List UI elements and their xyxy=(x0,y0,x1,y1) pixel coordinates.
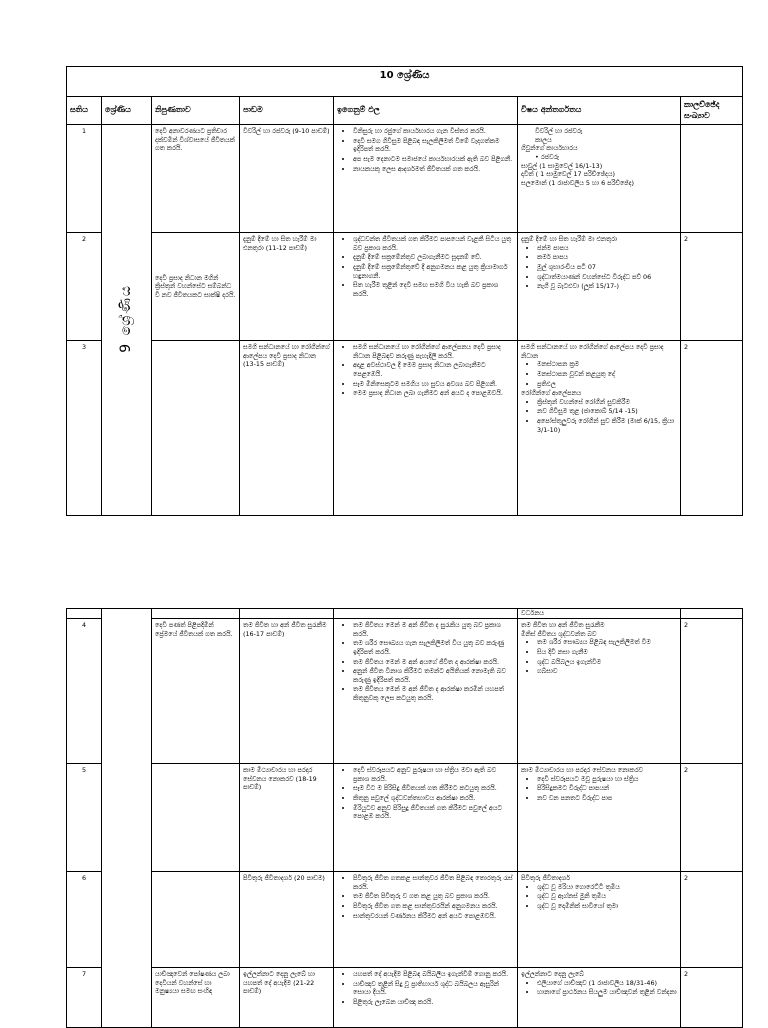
content-line: සලමොන් (1 රාජාවලිය 5 හා 6 පරිච්ඡේද) xyxy=(521,178,634,187)
empty-cell xyxy=(681,609,743,619)
periods-cell: 2 xyxy=(681,341,743,516)
table-continued xyxy=(66,608,743,1028)
periods-cell xyxy=(681,125,743,233)
table-row xyxy=(67,619,743,764)
content-line: කාම මිථ්‍යාචාරය හා පරදාර සේවනය නොකරව xyxy=(521,766,644,774)
grade-vertical-cell xyxy=(102,125,152,516)
table-row xyxy=(67,872,743,968)
lesson-cell: සමගි සන්ධානයේ හා රෝගීන්ගේ ආලේපය දෙවි ප්‍රසාද නිධාන (13-15 පාඩම්) xyxy=(240,341,334,516)
content-line: දැනුම් දීමේ හා සිත හැරීම් මා එනතුරා xyxy=(521,235,618,243)
content-line: ගිවුන්ගේ කාර්යභාරය xyxy=(521,144,578,153)
lesson-cell: තම ජීවිත හා අන් ජීවිත සුරැකීම (16-17 පාඩම්) xyxy=(240,619,334,764)
outcomes-cell xyxy=(334,233,518,341)
list-item: • දෙවි සමග ගිවිසුම පිළිබඳ සැලකිලිමත් වීමේ වැදගත්කම ඉදිරිපත් කරයි. xyxy=(353,137,514,154)
list-item: • යාච්ඤාව තුළින් සිදු වූ ප්‍රාතිහාර්ය ශුද්ධ බයිබලය ඇසුරින් සොයා දීයයි. xyxy=(353,980,514,997)
outcomes-cell xyxy=(334,872,518,968)
header-content: විෂය අන්තර්ගතය xyxy=(518,97,681,125)
content-line: ඉල්ලන්නාට දෙනු ලැබේ xyxy=(521,970,584,978)
header-week: සතිය xyxy=(67,97,102,125)
competency-cell: දෙවි ප්‍රසාද නිධාන මගින් ක්‍රිස්තුන් වහන්සේට සම්බන්ධ වී නව ජීවිතයකට සාක්ෂි දරයි. xyxy=(152,233,240,341)
header-lesson: පාඩම xyxy=(240,97,334,125)
list-item: • තම ජීවිත පිවිතුරු ව ගත කළ යුතු බව ප්‍රකාශ කරයි. xyxy=(353,892,514,901)
list-item: • ජන්ම පාපය xyxy=(537,244,677,253)
outcomes-cell xyxy=(334,341,518,516)
grade-cell-empty xyxy=(102,609,152,1028)
list-item: • නව ගිවිසුම තුළ (ජාකොබ් 5/14 -15) xyxy=(537,407,677,416)
list-item: • කර්ම පාපය xyxy=(537,253,677,262)
week-cell: 7 xyxy=(67,968,102,1028)
list-item: • යහපත් දේ අයැදීම පිළිබඳ බයිබලීය ඉගැන්වීම් ගොනු කරයි. xyxy=(353,970,514,979)
content-line: සාවුල් (1 සාමුවෙල් 16/1-13) xyxy=(521,161,603,170)
competency-cell xyxy=(152,872,240,968)
list-item: • ප්‍රතිඵල xyxy=(537,380,677,389)
list-item: • ශුද්ධ බයිබලය ඉගැන්වීම xyxy=(537,658,677,667)
header-grade: ශ්‍රේණිය xyxy=(102,97,152,125)
grade-vertical-label: 9 ශ්‍රේණිය xyxy=(118,284,135,354)
periods-cell: 2 xyxy=(681,968,743,1028)
list-item: • දැනුම් දීමේ සක්‍රමේන්තුව ලබාගැනීමට සූදානම් වේ. xyxy=(353,253,514,262)
content-cell xyxy=(518,341,681,516)
list-item: • පිරිසිදුකමට විරුද්ධ පාපයන් xyxy=(537,784,677,793)
list-item: • දැනුම් දීමේ සක්‍රමේන්තුවේ දී අනුගමනය කළ යුතු ක්‍රියාමාර්ග හඳුනාගනී. xyxy=(353,263,514,280)
competency-cell xyxy=(152,341,240,516)
list-item: • නායකයකු ලෙස ආදර්ශමත් ජීවිතයක් ගත කරයි. xyxy=(353,165,514,174)
list-item: • එලියාගේ යාච්ඤාව (1 රාජාවලිය 18/31-46) xyxy=(537,979,677,988)
content-line: විවරිල් හා රජවරු xyxy=(535,127,583,135)
table-grade-10 xyxy=(66,66,743,516)
content-line: පිවිතුරු ජීවිතාදර්ශ xyxy=(521,874,570,882)
content-line: තම ජීවිත හා අන් ජීවිත සුරැකීම xyxy=(521,621,605,629)
list-item: • තම ජීවිතය මෙන් ම අන් ජීවිත ද ආරක්ෂා කරමින් යහපත් කිතුනුවකු ලෙස කටයුතු කරයි. xyxy=(353,685,514,702)
table-row xyxy=(67,968,743,1028)
header-periods: කාලච්ඡේද සංඛ්‍යාව xyxy=(681,97,743,125)
list-item: • මූල් ශුභාරංචිය පටි 07 xyxy=(537,263,677,272)
week-cell: 4 xyxy=(67,619,102,764)
list-item: • ශුද්ධවන්ත ජීවිතයක් ගත කිරීමට පාපයෙන් වැළකී සිටිය යුතු බව ප්‍රකාශ කරයි. xyxy=(353,235,514,252)
table-row xyxy=(67,341,743,516)
list-item: • විනිසුරු හා රජුගේ කාර්යභාරය ගැන විස්තර කරයි. xyxy=(353,127,514,136)
empty-cell xyxy=(67,609,102,619)
outcomes-cell xyxy=(334,125,518,233)
lesson-cell: පිවිතුරු ජීවිතාදර්ශ (20 පාඩම) xyxy=(240,872,334,968)
list-item: • ගබ්සාව xyxy=(537,667,677,676)
list-item: • තම ජීවිතය මෙන් ම අන් ජීවිත ද සුරැකිය යුතු බව ප්‍රකාශ කරයි. xyxy=(353,621,514,638)
empty-cell xyxy=(334,609,518,619)
content-cell xyxy=(518,968,681,1028)
lesson-cell: කාම මිථ්‍යාචාරය හා පරදාර සේවනය නොකරව (18-19 පාඩම්) xyxy=(240,764,334,872)
list-item: • සිත හැරීම තුළින් දෙවි සමඟ සමගි විය හැකි බව ප්‍රකාශ කරයි. xyxy=(353,281,514,298)
lesson-cell: දැනුම් දීමේ හා සිත හැරීම් මා එනතුරා (11-12 පාඩම්) xyxy=(240,233,334,341)
lesson-cell: ඉල්ලන්නාට දෙනු ලැබේ හා යහපත් දේ අයැදීම (21-22 පාඩම්) xyxy=(240,968,334,1028)
list-item: • නැගී වූ බැටළුවා (ලූක් 15/17-) xyxy=(537,282,677,291)
content-cell xyxy=(518,764,681,872)
list-item: • ක්‍රිස්තුන් වහන්සේ රෝගීන් සුවකිරීම xyxy=(537,398,677,407)
list-item: • පිවිතුරු ජීවිත ගත කළ සාන්තුවරයින් අනුගමනය කරයි. xyxy=(353,902,514,911)
outcomes-cell xyxy=(334,968,518,1028)
content-line: • රජවරු xyxy=(535,152,559,161)
week-cell: 2 xyxy=(67,233,102,341)
outcomes-cell xyxy=(334,619,518,764)
lesson-cell: විවරිල් හා රජවරු (9-10 පාඩම්) xyxy=(240,125,334,233)
list-item: • සමගි සන්ධානයේ හා රෝගීන්ගේ ආලේපනය දෙවි ප්‍රසාද නිධාන පිළිබඳව කරුණු පැහැදිලි කරයි. xyxy=(353,343,514,360)
week-cell: 3 xyxy=(67,341,102,516)
list-item: • සාන්තුවරයන් වර්ණනය කිරීමට අන් අයට පොළඹවයි. xyxy=(353,912,514,921)
content-cell xyxy=(518,872,681,968)
empty-cell xyxy=(152,609,240,619)
list-item: • ශුද්ධාත්මයාණන් වහන්සේට විරුද්ධ පව් 06 xyxy=(537,273,677,282)
list-item: • හානාගේ ප්‍රාර්ථනය සියලුම යාච්ඤාවන් තුළින් වන්දනා xyxy=(537,988,677,997)
content-line: කාලය xyxy=(535,135,552,144)
list-item: • නව වන පනතට විරුද්ධ පාප xyxy=(537,794,677,803)
list-item: • සෑම විට ම පිරිසිදු ජීවිතයක් ගත කිරීමට කටයුතු කරයි. xyxy=(353,784,514,793)
week-cell: 1 xyxy=(67,125,102,233)
content-cell xyxy=(518,125,681,233)
competency-cell: යාච්ඤාවෙන් පෝෂණය ලබා දෙවියන් වහන්සේ හා මනුෂ්‍යයා සමඟ සංහිඳ xyxy=(152,968,240,1028)
competency-cell: දෙවි පණත් පිළිපදිමින් ප්‍රේමයේ ජීවිතයක් ගත කරයි. xyxy=(152,619,240,764)
content-cell xyxy=(518,233,681,341)
week-cell: 6 xyxy=(67,872,102,968)
list-item: • සෑම මිනිසෙකුටම සමගිය හා සුවය අවශ්‍ය බව පිළිගනී. xyxy=(353,380,514,389)
list-item: • මනස්ථාපන වූවන් කළයුතු දේ xyxy=(537,370,677,379)
periods-cell: 2 xyxy=(681,233,743,341)
list-item: • කිතුනු පවුලේ ශුද්ධවන්තභාවය ආරක්ෂා කරයි. xyxy=(353,794,514,803)
list-item: • මෙම ප්‍රසාද නිධාන ලබා ගැනීමට අන් අයට ද පොළඹවයි. xyxy=(353,389,514,398)
content-cell: වර්ධනය xyxy=(518,609,681,619)
list-item: • මිරියුටව අනුව පිරිසුදු ජීවිතයක් ගත කිරීමට පවුලේ අයට පොළඹ කරයි. xyxy=(353,804,514,821)
list-item: • ශුද්ධ වූ මරියා ගොරෙට්ටි තුමිය xyxy=(537,883,677,892)
content-cell xyxy=(518,619,681,764)
outcomes-cell xyxy=(334,764,518,872)
list-item: • පිවිතුරු ජීවිත ගතකළ සාන්තුවර ජීවිත පිළිබඳ තොරතුරු රැස් කරයි. xyxy=(353,874,514,891)
content-line: සමගි සන්ධානයේ හා රෝගීන්ගේ ආලේපය දෙවි ප්‍රසාද නිධාන xyxy=(521,343,664,360)
periods-cell: 2 xyxy=(681,872,743,968)
empty-cell xyxy=(240,609,334,619)
competency-cell xyxy=(152,764,240,872)
list-item: • තම ශරීර සෞඛ්‍යය ගැන සැලකිලිමත් විය යුතු බව කරුණු ඉදිරිපත් කරයි. xyxy=(353,639,514,656)
list-item: • අනුන් ජීවිත විනාශ කිරීමට තමන්ට අයිතියක් නොමැති බව කරුණු ඉදිරිපත් කරයි. xyxy=(353,667,514,684)
list-item: • සිය දිවි නසා ගැනීම xyxy=(537,648,677,657)
table-row xyxy=(67,233,743,341)
content-line: දාවිත් ( 1 සාමුවෙල් 17 පරිච්ඡේදය) xyxy=(521,170,615,179)
table-row xyxy=(67,125,743,233)
list-item: • තම ශරීර සෞඛ්‍යය පිළිබඳ සැලකිලිමත් වීම xyxy=(537,638,677,647)
list-item: • පිළිතුරු ලැබෙන යාච්ඤා කරයි. xyxy=(353,998,514,1007)
periods-cell: 2 xyxy=(681,764,743,872)
week-cell: 5 xyxy=(67,764,102,872)
list-item: • අපෝස්තුලුවරු රෝගීන් සුව කිරීම (මාක් 6/15, ක්‍රියා 3/1-10) xyxy=(537,417,677,434)
list-item: • දෙවි ස්වරූපයට අනුව පුරුෂයා හා ස්ත්‍රිය මවා ඇති බව ප්‍රකාශ කරයි. xyxy=(353,766,514,783)
list-item: • ශුද්ධ වූ දොමිනික් සාවියෝ තුමා xyxy=(537,902,677,911)
header-competency: නිපුණතාව xyxy=(152,97,240,125)
competency-cell: දෙවි අනාවරණයට ප්‍රතිචාර දක්වමින් විශ්වාසයේ ජීවිතයක් ගත කරයි. xyxy=(152,125,240,233)
table-row xyxy=(67,764,743,872)
table-title: 10 ශ්‍රේණිය xyxy=(67,67,743,97)
list-item: • ශුද්ධ වූ ඇග්නස් මුනි තුමිය xyxy=(537,892,677,901)
list-item: • මනස්ථාපන ක්‍රම xyxy=(537,360,677,369)
list-item: • අදාළ අවස්ථාවල දී මෙම ප්‍රසාද නිධාන ලබාගැනීමට පෙළඹෙයි. xyxy=(353,361,514,378)
periods-cell: 2 xyxy=(681,619,743,764)
list-item: • තම ජීවිතය මෙන් ම අන් අයගේ ජීවිත ද ආරක්ෂා කරයි. xyxy=(353,658,514,667)
content-line: මිනිස් ජීවිතය ශුද්ධවන්ත බව xyxy=(521,629,597,638)
header-outcomes: ඉගෙනුම් ඵල xyxy=(334,97,518,125)
list-item: • දෙවි ස්වරූපයට මවූ පුරුෂයා හා ස්ත්‍රිය xyxy=(537,775,677,784)
list-item: • අප සැම දෙනාටම සමාජයේ කාර්යභාරයක් ඇති බව පිළිගනී. xyxy=(353,155,514,164)
content-line: රෝගීන්ගේ ආලේපනය xyxy=(521,389,582,398)
